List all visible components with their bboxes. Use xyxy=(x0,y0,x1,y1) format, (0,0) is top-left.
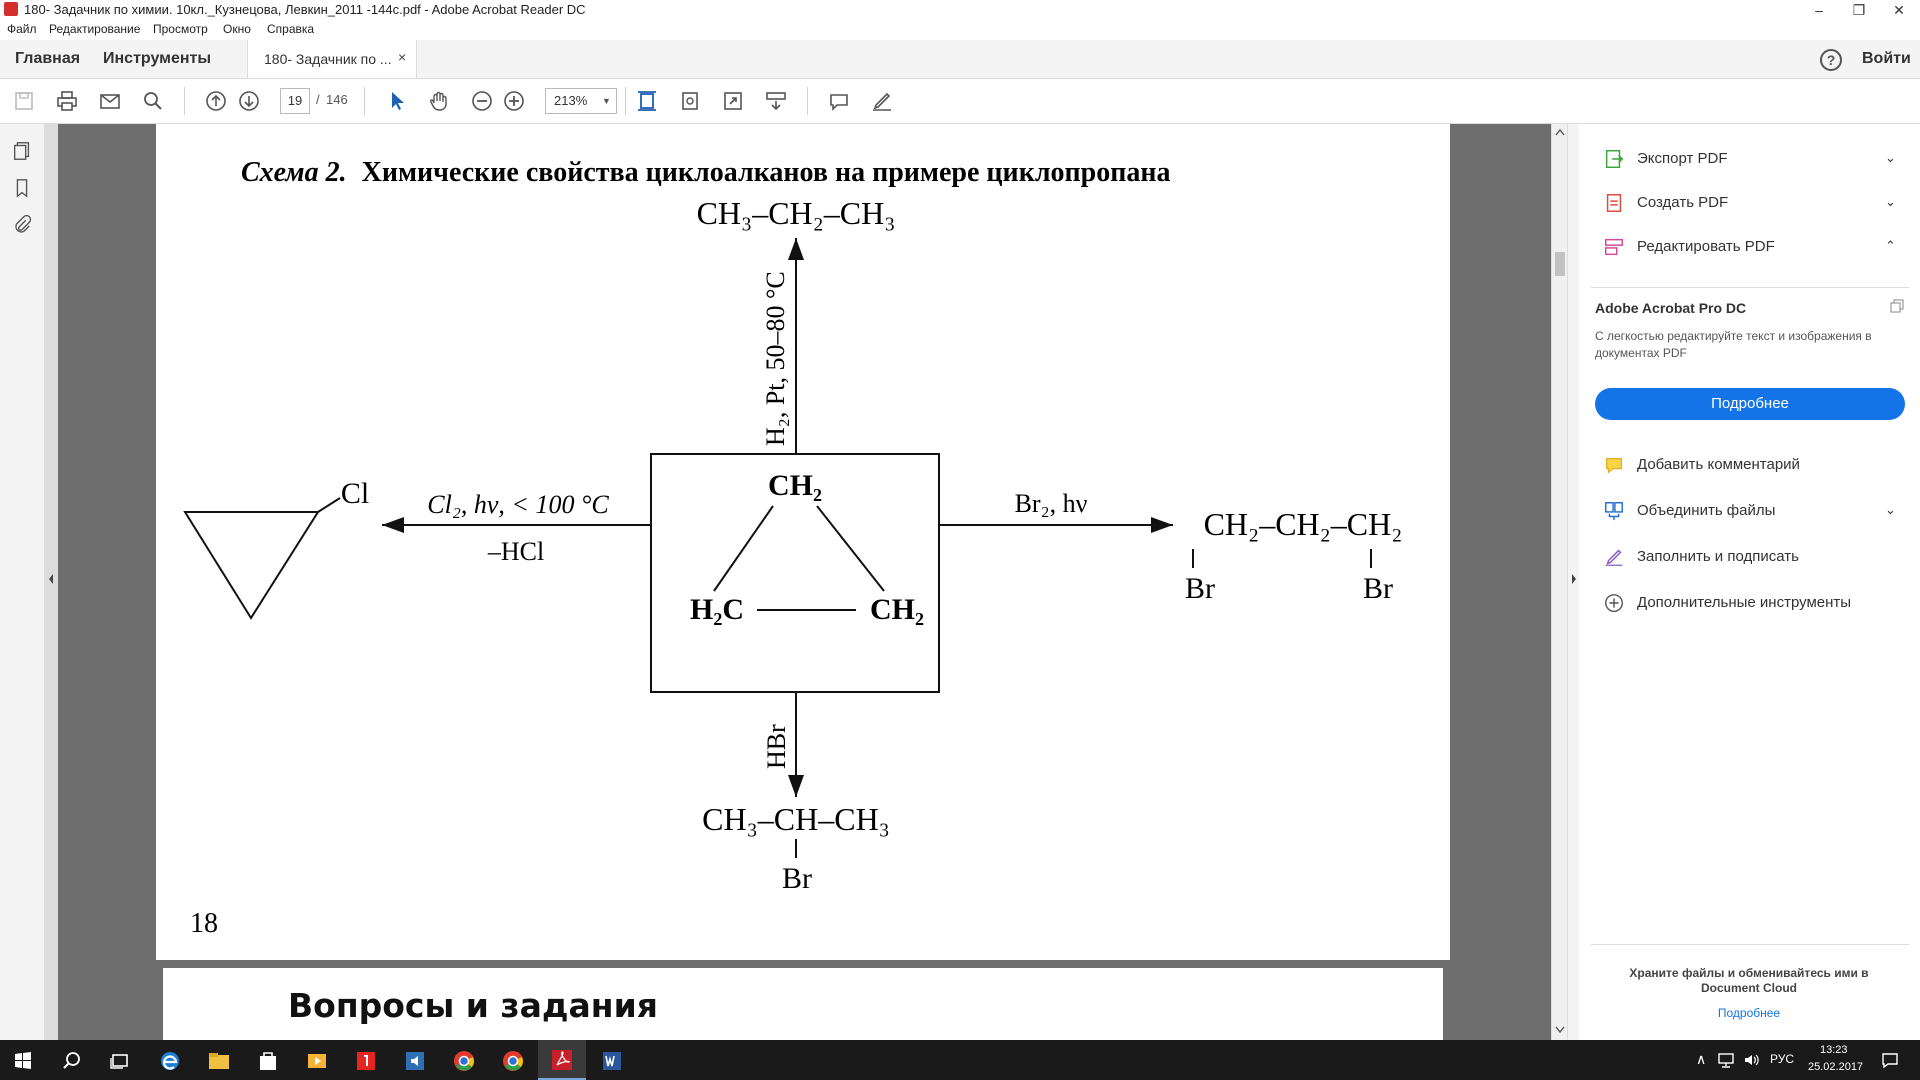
bottom-condition: HBr xyxy=(762,724,791,769)
page-separator: / xyxy=(316,92,320,107)
tab-home[interactable]: Главная xyxy=(15,50,81,67)
pdf-page-next xyxy=(163,968,1443,1040)
comment-icon xyxy=(1603,454,1625,476)
explorer-icon[interactable] xyxy=(204,1046,234,1076)
export-pdf-label: Экспорт PDF xyxy=(1637,150,1728,167)
create-pdf-item[interactable] xyxy=(1603,190,1903,216)
hand-icon[interactable] xyxy=(427,89,451,113)
create-pdf-label: Создать PDF xyxy=(1637,194,1729,211)
add-comment-label: Добавить комментарий xyxy=(1637,456,1800,473)
comment-icon[interactable] xyxy=(827,89,851,113)
zoom-out-icon[interactable] xyxy=(470,89,494,113)
select-cursor-icon[interactable] xyxy=(385,89,409,113)
chevron-down-icon[interactable]: ⌄ xyxy=(1885,150,1896,165)
right-condition: Br₂, hν xyxy=(1014,489,1088,518)
scheme-title-number: Схема 2. xyxy=(241,157,347,188)
copy-icon[interactable] xyxy=(1889,298,1905,314)
edit-pdf-label: Редактировать PDF xyxy=(1637,238,1775,255)
combine-files-label: Объединить файлы xyxy=(1637,502,1776,519)
right-product: CH₂–CH₂–CH₂ xyxy=(1203,506,1403,542)
scroll-up-icon[interactable] xyxy=(1555,128,1565,136)
bottom-product: CH₃–CH–CH₃ xyxy=(702,801,890,837)
store-icon[interactable] xyxy=(253,1046,283,1076)
toolbar-separator xyxy=(364,87,365,115)
left-condition-2: –HCl xyxy=(487,537,545,566)
menu-help[interactable]: Справка xyxy=(267,22,315,36)
audio-icon[interactable] xyxy=(400,1046,430,1076)
edge-icon[interactable] xyxy=(155,1046,185,1076)
media-icon[interactable] xyxy=(302,1046,332,1076)
chlorine-atom: Cl xyxy=(340,477,370,510)
document-tab-label: 180- Задачник по ... xyxy=(264,51,392,67)
toolbar-separator xyxy=(807,87,808,115)
notifications-icon[interactable] xyxy=(1880,1050,1900,1070)
fill-sign-icon xyxy=(1603,546,1625,568)
acrobat-taskbar-button[interactable] xyxy=(538,1040,586,1080)
volume-icon[interactable] xyxy=(1743,1051,1761,1069)
tools-pane xyxy=(1579,124,1920,1040)
menu-bar xyxy=(0,20,1920,40)
more-tools-icon xyxy=(1603,592,1625,614)
menu-file[interactable]: Файл xyxy=(7,22,37,36)
top-product: CH₃–CH₂–CH₃ xyxy=(696,195,896,231)
cyclopropane-ring xyxy=(185,512,318,618)
chevron-down-icon[interactable]: ⌄ xyxy=(1885,194,1896,209)
scroll-down-icon[interactable] xyxy=(1555,1026,1565,1034)
section-heading: Вопросы и задания xyxy=(288,986,658,1025)
search-icon[interactable] xyxy=(141,89,165,113)
tab-bar xyxy=(0,40,1920,79)
export-pdf-icon xyxy=(1603,148,1625,170)
left-pane-collapse-handle[interactable] xyxy=(44,124,58,1040)
minimize-button[interactable]: – xyxy=(1815,2,1823,18)
add-comment-item[interactable] xyxy=(1603,452,1903,478)
tray-chevron-icon[interactable]: ∧ xyxy=(1696,1051,1707,1067)
combine-files-item[interactable] xyxy=(1603,498,1903,524)
restore-button[interactable]: ❐ xyxy=(1852,2,1866,18)
edit-pdf-item[interactable] xyxy=(1603,234,1903,260)
more-tools-item[interactable] xyxy=(1603,590,1903,616)
clock-date[interactable]: 25.02.2017 xyxy=(1808,1061,1864,1073)
chevron-right-icon xyxy=(1570,572,1578,586)
search-icon[interactable] xyxy=(57,1046,87,1076)
window-title: 180- Задачник по химии. 10кл._Кузнецова, Левкин_2011 -144с.pdf - Adobe Acrobat Reader DC xyxy=(24,2,586,17)
reaction-scheme xyxy=(156,124,1450,960)
sign-icon[interactable] xyxy=(870,89,894,113)
promo-description: С легкостью редактируйте текст и изображения в документах PDF xyxy=(1595,329,1872,360)
print-icon[interactable] xyxy=(55,89,79,113)
right-br-1: Br xyxy=(1185,572,1215,605)
combine-files-icon xyxy=(1603,500,1625,522)
fill-sign-item[interactable] xyxy=(1603,544,1903,570)
scheme-title: Химические свойства циклоалканов на примере циклопропана xyxy=(361,157,1171,188)
rotate-icon[interactable] xyxy=(678,89,702,113)
task-view-icon[interactable] xyxy=(105,1046,135,1076)
vertical-scrollbar[interactable] xyxy=(1551,124,1568,1040)
more-tools-label: Дополнительные инструменты xyxy=(1637,594,1852,611)
toolbar xyxy=(0,79,1920,124)
menu-view[interactable]: Просмотр xyxy=(153,22,208,36)
zoom-select[interactable] xyxy=(545,88,617,114)
chevron-down-icon[interactable]: ⌄ xyxy=(1885,502,1896,517)
fit-page-icon[interactable] xyxy=(635,89,659,113)
zoom-value: 213% xyxy=(554,93,588,108)
document-viewport[interactable] xyxy=(58,124,1551,1040)
language-indicator[interactable]: РУС xyxy=(1770,1052,1795,1066)
help-icon[interactable]: ? xyxy=(1820,49,1842,71)
yandex-icon[interactable] xyxy=(351,1046,381,1076)
start-icon[interactable] xyxy=(8,1046,38,1076)
toolbar-separator xyxy=(625,87,626,115)
chrome-icon[interactable] xyxy=(449,1046,479,1076)
acrobat-app-icon xyxy=(4,2,18,16)
page-number: 18 xyxy=(190,908,218,939)
menu-window[interactable]: Окно xyxy=(223,22,251,36)
chevron-up-icon[interactable]: ⌃ xyxy=(1885,238,1896,253)
chevron-down-icon: ▼ xyxy=(602,96,611,106)
scrollbar-thumb[interactable] xyxy=(1555,252,1565,276)
tab-document[interactable] xyxy=(247,40,417,78)
bookmark-icon[interactable] xyxy=(11,177,33,199)
page-down-icon[interactable] xyxy=(237,89,261,113)
top-condition: H₂, Pt, 50–80 °C xyxy=(761,271,790,446)
svg-text:Схема 2. Химические св xyxy=(241,157,1171,188)
menu-edit[interactable]: Редактирование xyxy=(49,22,141,36)
page-thumbnails-icon[interactable] xyxy=(11,140,33,162)
center-top-group: CH₂ xyxy=(768,469,822,502)
promo-title: Adobe Acrobat Pro DC xyxy=(1595,300,1747,316)
toolbar-separator xyxy=(184,87,185,115)
chrome-alt-icon[interactable] xyxy=(498,1046,528,1076)
tab-tools[interactable]: Инструменты xyxy=(103,50,212,67)
edit-pdf-icon xyxy=(1603,236,1625,258)
save-icon[interactable] xyxy=(12,89,36,113)
bottom-br: Br xyxy=(782,862,812,895)
export-pdf-item[interactable] xyxy=(1603,146,1903,172)
chevron-left-icon xyxy=(47,572,55,586)
page-up-icon[interactable] xyxy=(204,89,228,113)
title-bar xyxy=(0,0,1920,20)
document-cloud-link[interactable]: Подробнее xyxy=(1717,1006,1781,1020)
page-total: 146 xyxy=(326,92,348,107)
fullscreen-icon[interactable] xyxy=(721,89,745,113)
page-number-input[interactable]: 19 xyxy=(280,88,310,114)
panel-divider xyxy=(1591,944,1909,945)
signin-button[interactable]: Войти xyxy=(1862,50,1911,67)
scroll-mode-icon[interactable] xyxy=(764,89,788,113)
close-window-button[interactable]: ✕ xyxy=(1893,2,1905,18)
zoom-in-icon[interactable] xyxy=(502,89,526,113)
document-cloud-text: Храните файлы и обменивайтесь ими в Document Cloud xyxy=(1629,966,1869,995)
fill-sign-label: Заполнить и подписать xyxy=(1637,548,1799,565)
create-pdf-icon xyxy=(1603,192,1625,214)
attachment-icon[interactable] xyxy=(11,214,33,236)
pdf-page xyxy=(156,124,1450,960)
center-left-group: H₂C xyxy=(690,593,744,626)
clock-time[interactable]: 13:23 xyxy=(1820,1044,1848,1056)
learn-more-button[interactable]: Подробнее xyxy=(1595,388,1905,420)
word-icon[interactable] xyxy=(597,1046,627,1076)
network-icon[interactable] xyxy=(1717,1051,1735,1069)
acrobat-icon xyxy=(547,1045,577,1075)
close-tab-icon[interactable]: × xyxy=(398,49,407,65)
email-icon[interactable] xyxy=(98,89,122,113)
left-navigation-rail xyxy=(0,124,45,1040)
right-br-2: Br xyxy=(1363,572,1393,605)
panel-divider xyxy=(1591,287,1909,288)
windows-taskbar xyxy=(0,1040,1920,1080)
center-right-group: CH₂ xyxy=(870,593,924,626)
left-condition-1: Cl₂, hν, < 100 °C xyxy=(427,490,609,519)
